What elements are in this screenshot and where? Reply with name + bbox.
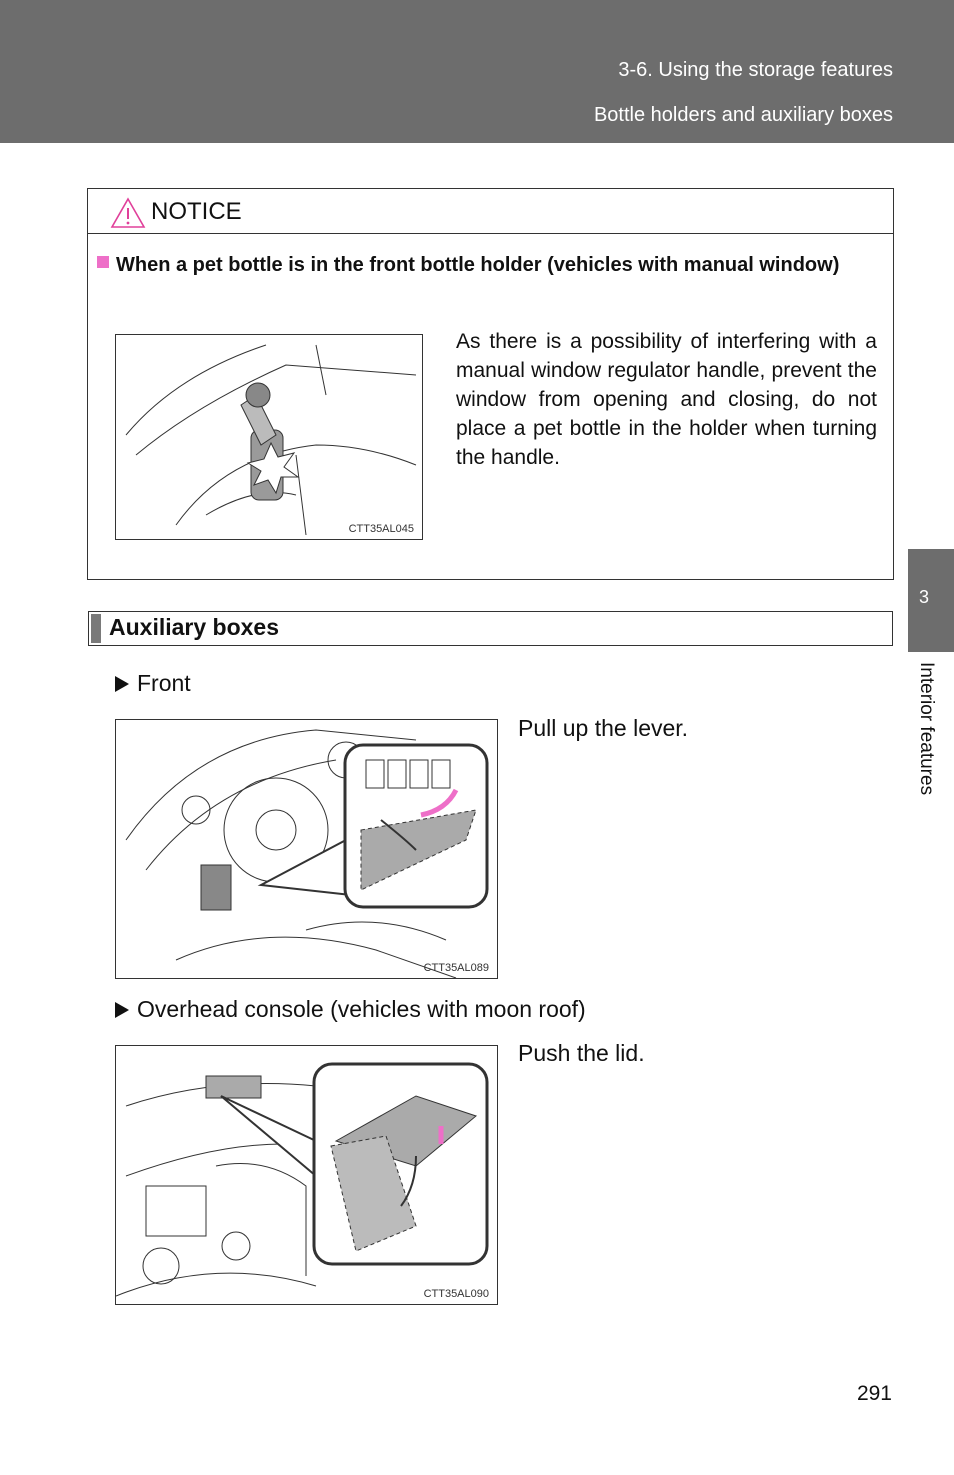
image-code: CTT35AL045 [348,523,414,535]
subheading-label: Front [137,670,191,696]
chapter-label: Interior features [916,662,937,796]
section-heading [88,611,893,646]
notice-paragraph: As there is a possibility of interfering with a manual window regulator handle, prevent the window from opening and closing, do not place a pet bottle in the holder when turning the handle. [456,330,877,469]
page-header [0,0,954,143]
chapter-tab [908,549,954,652]
chapter-number: 3 [919,587,930,607]
subheading-overhead [115,996,586,1023]
section-title-text: Auxiliary boxes [109,614,280,640]
bottle-holder-illustration [115,334,423,540]
notice-bullet-title: When a pet bottle is in the front bottle holder (vehicles with manual window) [116,254,840,276]
section-title: 3-6. Using the storage features [618,59,893,81]
image-code: CTT35AL089 [423,962,489,974]
instruction-overhead: Push the lid. [518,1040,645,1066]
instruction-front: Pull up the lever. [518,715,689,741]
overhead-console-illustration [115,1045,498,1305]
triangle-arrow-icon [115,676,129,692]
warning-icon [110,197,146,229]
subheading-label: Overhead console (vehicles with moon roof) [137,996,586,1022]
subheading-front [115,670,191,697]
notice-box [87,188,894,580]
front-box-illustration [115,719,498,979]
image-code: CTT35AL090 [423,1288,489,1300]
page-number: 291 [856,1382,892,1405]
notice-title: NOTICE [151,198,242,225]
section-marker [91,614,101,643]
bullet-square-icon [97,256,109,268]
notice-header [88,189,893,234]
subsection-title: Bottle holders and auxiliary boxes [593,104,893,126]
triangle-arrow-icon [115,1002,129,1018]
